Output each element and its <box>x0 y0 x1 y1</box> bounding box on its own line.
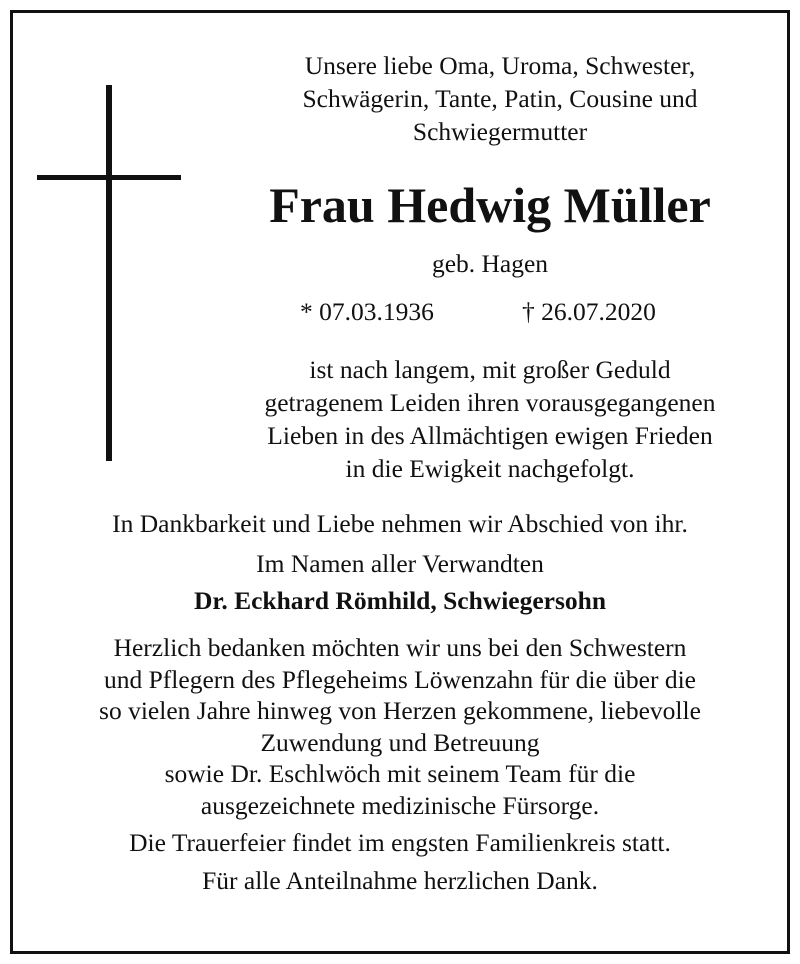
passing-line: ist nach langem, mit großer Geduld <box>309 355 671 384</box>
intro-line: Schwiegermutter <box>412 117 588 146</box>
thanks-line: sowie Dr. Eschlwöch mit seinem Team für die <box>164 759 636 788</box>
thanks-line: so vielen Jahre hinweg von Herzen gekommene, liebevolle <box>99 696 701 725</box>
passing-line: getragenem Leiden ihren vorausgegangenen <box>264 388 716 417</box>
signatory: Dr. Eckhard Römhild, Schwiegersohn <box>193 586 607 615</box>
passing-line: in die Ewigkeit nachgefolgt. <box>345 454 635 483</box>
thanks-line: Die Trauerfeier findet im engsten Familienkreis statt. <box>129 828 671 857</box>
on-behalf-line: Im Namen aller Verwandten <box>256 549 544 578</box>
thanks-text <box>0 632 800 896</box>
thanks-line: Für alle Anteilnahme herzlichen Dank. <box>202 865 598 895</box>
passing-line: Lieben in des Allmächtigen ewigen Frieden <box>267 421 713 450</box>
birth-date: * 07.03.1936 <box>300 297 434 326</box>
thanks-line: und Pflegern des Pflegeheims Löwenzahn für die über die <box>104 664 696 694</box>
death-date: † 26.07.2020 <box>522 297 656 326</box>
deceased-name: Frau Hedwig Müller <box>269 177 711 233</box>
thanks-line: ausgezeichnete medizinische Fürsorge. <box>200 790 600 820</box>
intro-line: Schwägerin, Tante, Patin, Cousine und <box>302 84 698 113</box>
birth-name: geb. Hagen <box>431 249 549 278</box>
thanks-line: Herzlich bedanken möchten wir uns bei den Schwestern <box>113 633 687 662</box>
passing-text <box>90 353 800 485</box>
intro-line: Unsere liebe Oma, Uroma, Schwester, <box>304 51 696 80</box>
thanks-line: Zuwendung und Betreuung <box>260 727 540 757</box>
intro-text <box>100 49 800 148</box>
farewell-line: In Dankbarkeit und Liebe nehmen wir Abschied von ihr. <box>112 509 688 538</box>
